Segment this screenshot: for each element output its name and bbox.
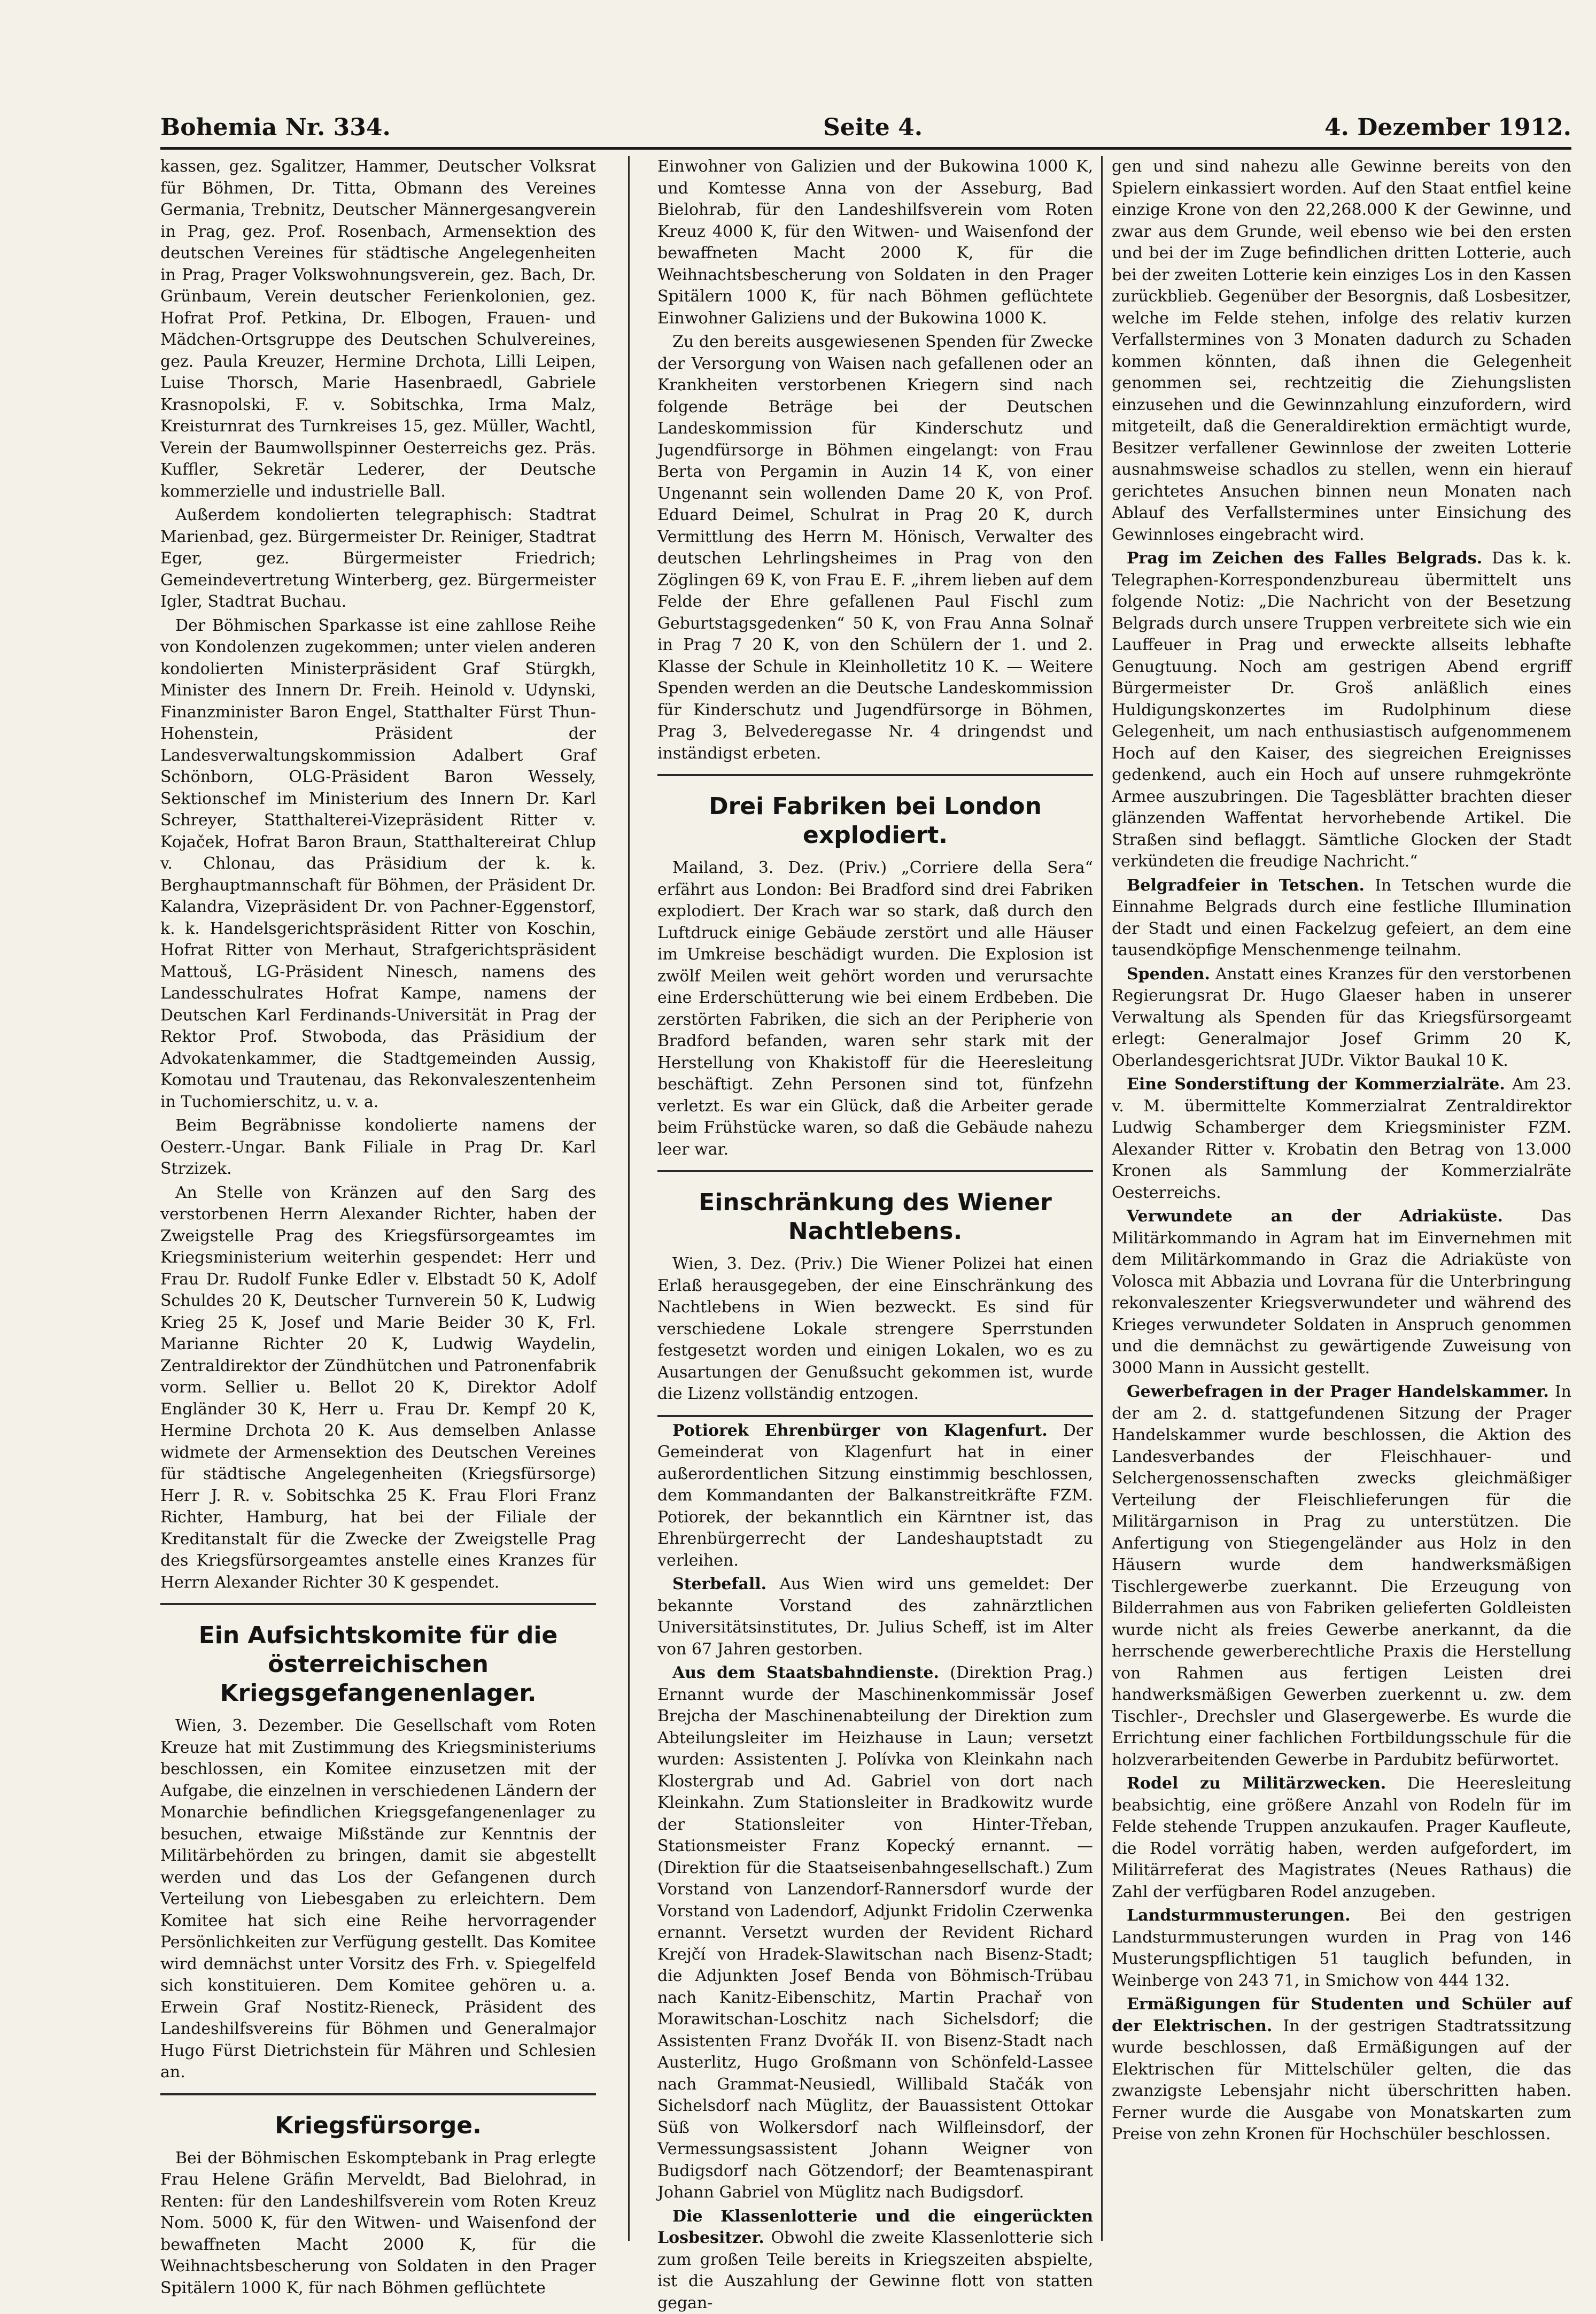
paragraph: Bei der Böhmischen Eskomptebank in Prag erlegte Frau Helene Gräfin Merveldt, Bad Bielohrad, in Renten: für den Landeshilfsverein vom Roten Kreuz Nom. 5000 K, für den Witwen- und Waisenfond der bewaffneten Macht 2000 K, für die Weihnachtsbescherung von Soldaten in den Prager Spitälern 1000 K, für nach Böhmen geflüchtete bbox=[160, 2148, 596, 2297]
paragraph-text: Bei den gestrigen Landsturmmusterungen wurden in Prag von 146 Musterungspflichtigen 51 tauglich befunden, in Weinberge von 243 71, in Smichow von 444 132. bbox=[1112, 1906, 1571, 1990]
news-subheading: Spenden. bbox=[1127, 964, 1210, 984]
news-subheading: Prag im Zeichen des Falles Belgrads. bbox=[1127, 549, 1483, 568]
paragraph: Zu den bereits ausgewiesenen Spenden für Zwecke der Versorgung von Waisen nach gefallenen oder an Krankheiten verstorbenen Kriegern sind nach folgende Beträge bei der Deutschen Landeskommission für Kinderschutz und Jugendfürsorge in Böhmen eingelangt: von Frau Berta von Pergamin in Auzin 14 K, von einer Ungenannt sein wollenden Dame 20 K, von Prof. Eduard Deimel, Schulrat in Prag 20 K, durch Vermittlung des Herrn M. Hönisch, Verwalter des deutschen Lehrlingsheimes in Prag von den Zöglingen 69 K, von Frau E. F. „ihrem lieben auf dem Felde der Ehre gefallenen Paul Fischl zum Geburtstagsgedenken“ 50 K, von Frau Anna Solnař in Prag 7 20 K, von den Schülern der 1. und 2. Klasse der Schule in Kleinholletitz 10 K. — Weitere Spenden werden an die Deutsche Landeskommission für Kinderschutz und Jugendfürsorge in Böhmen, Prag 3, Belvederegasse Nr. 4 dringendst und inständigst erbeten. bbox=[657, 332, 1093, 763]
column-1 bbox=[160, 156, 596, 2297]
news-subheading: Verwundete an der Adriaküste. bbox=[1127, 1207, 1503, 1226]
page-header bbox=[160, 110, 1571, 150]
section-divider bbox=[160, 1603, 596, 1605]
paragraph-text: Die Heeresleitung beabsichtig, eine größere Anzahl von Rodeln für im Felde stehende Truppen anzukaufen. Prager Kaufleute, die Rodel vorrätig haben, werden aufgefordert, im Militärreferat des Magistrates (Neues Rathaus) die Zahl der verfügbaren Rodel anzugeben. bbox=[1112, 1774, 1571, 1901]
article-headline: Einschränkung des Wiener Nachtlebens. bbox=[699, 1189, 1052, 1245]
paragraph: Der Böhmischen Sparkasse ist eine zahllose Reihe von Kondolenzen zugekommen; unter vielen anderen kondolierten Ministerpräsident Graf Stürgkh, Minister des Innern Dr. Freih. Heinold v. Udynski, Finanzminister Baron Engel, Statthalter Fürst Thun-Hohenstein, Präsident der Landesverwaltungskommission Adalbert Graf Schönborn, OLG-Präsident Baron Wessely, Sektionschef im Ministerium des Innern Dr. Karl Schreyer, Statthalterei-Vizepräsident Ritter v. Kojaček, Hofrat Baron Braun, Statthaltereirat Chlup v. Chlonau, das Präsidium der k. k. Berghauptmannschaft für Böhmen, der Präsident Dr. Kalandra, Vizepräsident Dr. von Pachner-Eggenstorf, k. k. Handelsgerichtspräsident Ritter von Koschin, Hofrat Ritter von Merhaut, Strafgerichtspräsident Mattouš, LG-Präsident Ninesch, namens des Landesschulrates Hofrat Kampe, namens der Deutschen Karl Ferdinands-Universität in Prag der Rektor Prof. Stwoboda, das Präsidium der Advokatenkammer, die Stadtgemeinden Aussig, Komotau und Trautenau, das Rekonvaleszentenheim in Tuchomierschitz, u. v. a. bbox=[160, 616, 596, 1111]
header-page-number: Seite 4. bbox=[823, 114, 923, 141]
paragraph-text: Aus Wien wird uns gemeldet: Der bekannte Vorstand des zahnärztlichen Universitätsinstitutes, Dr. Julius Scheff, ist im Alter von 67 Jahren gestorben. bbox=[657, 1575, 1093, 1659]
section-divider bbox=[160, 2093, 596, 2095]
news-subheading: Rodel zu Militärzwecken. bbox=[1127, 1774, 1386, 1793]
paragraph-text: Am 23. v. M. übermittelte Kommerzialrat Zentraldirektor Ludwig Schamberger dem Kriegsminister FZM. Alexander Ritter v. Krobatin den Betrag von 13.000 Kronen als Sammlung der Kommerzialräte Oesterreichs. bbox=[1112, 1075, 1571, 1202]
section-divider bbox=[657, 774, 1093, 776]
article-headline: Ein Aufsichtskomite für die österreichischen Kriegsgefangenenlager. bbox=[198, 1622, 558, 1707]
paragraph: Wien, 3. Dez. (Priv.) Die Wiener Polizei hat einen Erlaß herausgegeben, der eine Einschränkung des Nachtlebens in Wien bezweckt. Es sind für verschiedene Lokale strengere Sperrstunden festgesetzt worden und einigen Lokalen, wo es zu Ausartungen der Genußsucht gekommen ist, wurde die Lizenz vollständig entzogen. bbox=[657, 1255, 1093, 1403]
paragraph: An Stelle von Kränzen auf den Sarg des verstorbenen Herrn Alexander Richter, haben der Zweigstelle Prag des Kriegsfürsorgeamtes im Kriegsministerium weiterhin gespendet: Herr und Frau Dr. Rudolf Funke Edler v. Elbstadt 50 K, Adolf Schuldes 20 K, Deutscher Turnverein 50 K, Ludwig Krieg 25 K, Josef und Marie Beider 30 K, Frl. Marianne Richter 20 K, Ludwig Waydelin, Zentraldirektor der Zündhütchen und Patronenfabrik vorm. Sellier u. Bellot 20 K, Direktor Adolf Engländer 30 K, Herr u. Frau Dr. Kempf 20 K, Hermine Drchota 20 K. Aus demselben Anlasse widmete der Armensektion des Deutschen Vereines für städtische Angelegenheiten (Kriegsfürsorge) Herr J. R. v. Sobitschka 25 K. Frau Flori Franz Richter, Hamburg, hat bei der Filiale der Kreditanstalt für die Zwecke der Zweigstelle Prag des Kriegsfürsorgeamtes anstelle eines Kranzes für Herrn Alexander Richter 30 K gespendet. bbox=[160, 1183, 596, 1592]
news-subheading: Aus dem Staatsbahndienste. bbox=[672, 1663, 939, 1682]
news-subheading: Eine Sonderstiftung der Kommerzialräte. bbox=[1127, 1075, 1505, 1094]
news-subheading: Ermäßigungen für Studenten und Schüler auf der Elektrischen. bbox=[1112, 1995, 1571, 2036]
header-publication: Bohemia Nr. 334. bbox=[160, 114, 391, 141]
column-2 bbox=[657, 156, 1093, 2312]
section-divider bbox=[657, 1170, 1093, 1172]
news-subheading: Landsturmmusterungen. bbox=[1127, 1906, 1351, 1925]
paragraph-text: In der am 2. d. stattgefundenen Sitzung der Prager Handelskammer wurde beschlossen, die Aktion des Landesverbandes der Fleischhauer- und Selchergenossenschaften zwecks gleichmäßiger Verteilung der Fleischlieferungen für die Militärgarnison in Prag zu unterstützen. Die Anfertigung von Stiegengeländer aus Holz in den Häusern wurde dem handwerksmäßigen Tischlergewerbe zuerkannt. Die Erzeugung von Bilderrahmen aus von Fabriken gelieferten Goldleisten wurde nicht als freies Gewerbe anerkannt, da die herrschende gewerberechtliche Praxis die Herstellung von Rahmen aus fertigen Leisten drei handwerksmäßigen Gewerben zuerkennt u. zw. dem Tischler-, Drechsler und Glasergewerbe. Es wurde die Errichtung einer fachlichen Fortbildungsschule für die holzverarbeitenden Gewerbe in Pardubitz befürwortet. bbox=[1112, 1382, 1571, 1769]
news-subheading: Gewerbefragen in der Prager Handelskammer. bbox=[1127, 1382, 1549, 1401]
paragraph: Mailand, 3. Dez. (Priv.) „Corriere della Sera“ erfährt aus London: Bei Bradford sind drei Fabriken explodiert. Der Krach war so stark, daß durch den Luftdruck einige Gebäude zerstört und alle Häuser im Umkreise beschädigt wurden. Die Explosion ist zwölf Meilen weit gehört worden und verursachte eine Erderschütterung wie bei einem Erdbeben. Die zerstörten Fabriken, die sich an der Peripherie von Bradford befanden, waren sehr stark mit der Herstellung von Khakistoff für die Heeresleitung beschäftigt. Zehn Personen sind tot, fünfzehn verletzt. Es war ein Glück, daß die Arbeiter gerade beim Frühstücke waren, so daß die Gebäude nahezu leer war. bbox=[657, 858, 1093, 1159]
paragraph-text: Das Militärkommando in Agram hat im Einvernehmen mit dem Militärkommando in Graz die Adriaküste von Volosca mit Abbazia und Lovrana für die Unterbringung rekonvaleszenter Kriegsverwundeter und während des Krieges verwundeter Soldaten in Anspruch genommen und die demnächst zu gewärtigende Zuweisung von 3000 Mann in Aussicht gestellt. bbox=[1112, 1207, 1571, 1377]
paragraph-text: Das k. k. Telegraphen-Korrespondenzbureau übermittelt uns folgende Notiz: „Die Nachricht von der Besetzung Belgrads durch unsere Truppen verbreitete sich wie ein Lauffeuer in Prag und erweckte allseits lebhafte Genugtuung. Noch am gestrigen Abend ergriff Bürgermeister Dr. Groš anläßlich eines Huldigungskonzertes im Rudolphinum diese Gelegenheit, um nach enthusiastisch aufgenommenem Hoch auf den Kaiser, des siegreichen Ereignisses gedenkend, auch ein Hoch auf unsere ruhmgekrönte Armee auszubringen. Die Tagesblätter brachten dieser glänzenden Waffentat hervorhebende Artikel. Die Straßen sind beflaggt. Sämtliche Glocken der Stadt verkündeten die freudige Nachricht.“ bbox=[1112, 549, 1571, 871]
section-divider bbox=[657, 1415, 1093, 1417]
paragraph-text: In Tetschen wurde die Einnahme Belgrads durch eine festliche Illumination der Stadt und einen Fackelzug gefeiert, an dem eine tausendköpfige Menschenmenge teilnahm. bbox=[1112, 876, 1571, 959]
column-rule bbox=[628, 156, 630, 2241]
news-subheading: Potiorek Ehrenbürger von Klagenfurt. bbox=[672, 1421, 1048, 1440]
paragraph-text: Anstatt eines Kranzes für den verstorbenen Regierungsrat Dr. Hugo Glaeser haben in unserer Verwaltung als Spenden für das Kriegsfürsorgeamt erlegt: Generalmajor Josef Grimm 20 K, Oberlandesgerichtsrat JUDr. Viktor Baukal 10 K. bbox=[1112, 964, 1571, 1070]
article-headline: Kriegsfürsorge. bbox=[275, 2111, 482, 2139]
paragraph: gen und sind nahezu alle Gewinne bereits von den Spielern einkassiert worden. Auf den Staat entfiel keine einzige Krone von den 22,268.000 K der Gewinne, und zwar aus dem Grunde, weil ebenso wie bei den ersten und bei der im Zuge befindlichen dritten Lotterie, auch bei der zweiten Lotterie kein einziges Los in den Kassen zurückblieb. Gegenüber der Besorgnis, daß Losbesitzer, welche im Felde stehen, infolge des relativ kurzen Verfallstermines von 3 Monaten dadurch zu Schaden kommen könnten, daß ihnen die Gelegenheit genommen sei, rechtzeitig die Ziehungslisten einzusehen und die Gewinnzahlung einzufordern, wird mitgeteilt, daß die Generaldirektion ermächtigt wurde, Besitzer verfallener Gewinnlose der zweiten Lotterie ausnahmsweise schadlos zu stellen, wenn ein hierauf gerichtetes Ansuchen binnen neun Monaten nach Ablauf des Verfallstermines unter Einsichung des Gewinnloses eingebracht wird. bbox=[1112, 157, 1571, 544]
column-rule bbox=[1101, 156, 1103, 2241]
column-3 bbox=[1112, 156, 1571, 2251]
paragraph: Einwohner von Galizien und der Bukowina 1000 K, und Komtesse Anna von der Asseburg, Bad Bielohrab, für den Landeshilfsverein vom Roten Kreuz 4000 K, für den Witwen- und Waisenfond der bewaffneten Macht 2000 K, für die Weihnachtsbescherung von Soldaten in den Prager Spitälern 1000 K, für nach Böhmen geflüchtete Einwohner Galiziens und der Bukowina 1000 K. bbox=[657, 157, 1093, 328]
article-headline: Drei Fabriken bei London explodiert. bbox=[709, 793, 1042, 849]
paragraph-text: Obwohl die zweite Klassenlotterie sich zum großen Teile bereits in Kriegszeiten abspielte, ist die Auszahlung der Gewinne flott von statten gegan- bbox=[657, 2228, 1093, 2312]
news-subheading: Die Klassenlotterie und die eingerückten Losbesitzer. bbox=[657, 2207, 1093, 2247]
paragraph: Beim Begräbnisse kondolierte namens der Oesterr.-Ungar. Bank Filiale in Prag Dr. Karl Strzizek. bbox=[160, 1116, 596, 1178]
paragraph-text: (Direktion Prag.) Ernannt wurde der Maschinenkommissär Josef Brejcha der Maschinenabteilung der Direktion zum Abteilungsleiter im Heizhause in Laun; versetzt wurden: Assistenten J. Polívka von Kleinkahn nach Klostergrab und Ad. Gabriel von dort nach Kleinkahn. Zum Stationsleiter in Bradkowitz wurde der Stationsleiter von Hinter-Třeban, Stationsmeister Franz Kopecký ernannt. — (Direktion für die Staatseisenbahngesellschaft.) Zum Vorstand von Lanzendorf-Rannersdorf wurde der Vorstand von Ladendorf, Adjunkt Fridolin Czerwenka ernannt. Versetzt wurden der Revident Richard Krejčí von Hradek-Slawitschan nach Bisenz-Stadt; die Adjunkten Josef Benda von Böhmisch-Trübau nach Kanitz-Eibenschitz, Martin Prachař von Morawitschan-Loschitz nach Sichelsdorf; die Assistenten Franz Dvořák II. von Bisenz-Stadt nach Austerlitz, Hugo Großmann von Schönfeld-Lassee nach Grammat-Neusiedl, Willibald Stačák von Sichelsdorf nach Müglitz, der Bauassistent Ottokar Süß von Wolkersdorf nach Wilfleinsdorf, der Vermessungsassistent Johann Weigner von Budigsdorf nach Götzendorf; der Beamtenaspirant Johann Gabriel von Müglitz nach Budigsdorf. bbox=[657, 1663, 1093, 2202]
header-date: 4. Dezember 1912. bbox=[1324, 114, 1571, 141]
paragraph: kassen, gez. Sgalitzer, Hammer, Deutscher Volksrat für Böhmen, Dr. Titta, Obmann des Vereines Germania, Trebnitz, Deutscher Männergesangverein in Prag, gez. Prof. Rosenbach, Armensektion des deutschen Vereines für städtische Angelegenheiten in Prag, Prager Volkswohnungsverein, gez. Bach, Dr. Grünbaum, Verein deutscher Ferienkolonien, gez. Hofrat Prof. Petkina, Dr. Elbogen, Frauen- und Mädchen-Ortsgruppe des Deutschen Schulvereines, gez. Paula Kreuzer, Hermine Drchota, Lilli Leipen, Luise Thorsch, Marie Hasenbraedl, Gabriele Krasnopolski, F. v. Sobitschka, Irma Malz, Kreisturnrat des Turnkreises 15, gez. Müller, Wachtl, Verein der Baumwollspinner Oesterreichs gez. Präs. Kuffler, Sekretär Lederer, der Deutsche kommerzielle und industrielle Ball. bbox=[160, 157, 596, 501]
paragraph: Wien, 3. Dezember. Die Gesellschaft vom Roten Kreuze hat mit Zustimmung des Kriegsministeriums beschlossen, ein Komitee einzusetzen mit der Aufgabe, die einzelnen in verschiedenen Ländern der Monarchie befindlichen Kriegsgefangenenlager zu besuchen, etwaige Mißstände zur Kenntnis der Militärbehörden zu bringen, damit sie abgestellt werden und das Los der Gefangenen durch Verteilung von Liebesgaben zu erleichtern. Dem Komitee hat sich eine Reihe hervorragender Persönlichkeiten zur Verfügung gestellt. Das Komitee wird demnächst unter Vorsitz des Frh. v. Spiegelfeld sich konstituieren. Dem Komitee gehören u. a. Erwein Graf Nostitz-Rieneck, Präsident des Landeshilfsvereins für Böhmen und Generalmajor Hugo Fürst Dietrichstein für Mähren und Schlesien an. bbox=[160, 1716, 596, 2081]
paragraph-text: In der gestrigen Stadtratssitzung wurde beschlossen, daß Ermäßigungen auf der Elektrischen für Mittelschüler gelten, die das zwanzigste Lebensjahr nicht überschritten haben. Ferner wurde die Ausgabe von Monatskarten zum Preise von zehn Kronen für Hochschüler beschlossen. bbox=[1112, 2016, 1571, 2143]
news-subheading: Belgradfeier in Tetschen. bbox=[1127, 876, 1365, 895]
paragraph-text: Der Gemeinderat von Klagenfurt hat in einer außerordentlichen Sitzung einstimmig beschlossen, dem Kommandanten der Balkanstreitkräfte FZM. Potiorek, der bekanntlich ein Kärntner ist, das Ehrenbürgerrecht der Landeshauptstadt zu verleihen. bbox=[657, 1421, 1093, 1570]
paragraph: Außerdem kondolierten telegraphisch: Stadtrat Marienbad, gez. Bürgermeister Dr. Reiniger, Stadtrat Eger, gez. Bürgermeister Friedrich; Gemeindevertretung Winterberg, gez. Bürgermeister Igler, Stadtrat Buchau. bbox=[160, 506, 596, 611]
news-subheading: Sterbefall. bbox=[672, 1575, 767, 1593]
